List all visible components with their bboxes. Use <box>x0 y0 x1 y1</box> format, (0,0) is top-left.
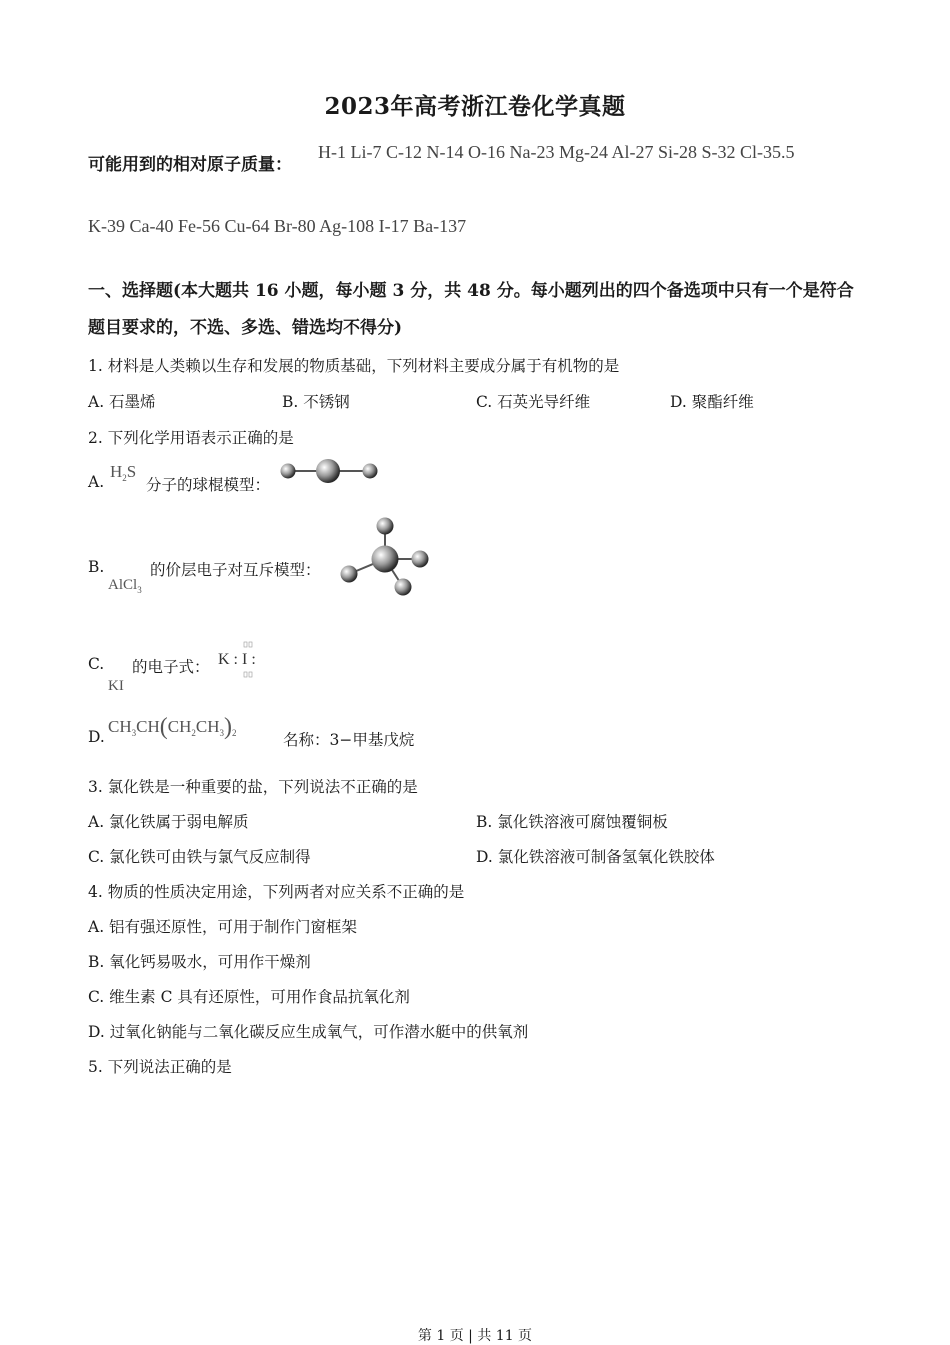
q4-option-b: B. 氧化钙易吸水，可用作干燥剂 <box>88 953 311 971</box>
question-2-stem: 2. 下列化学用语表示正确的是 <box>88 429 294 447</box>
q2-option-d-letter: D. <box>88 728 105 746</box>
q1-option-c: C. 石英光导纤维 <box>476 393 591 411</box>
q2-c-formula: KI <box>108 678 124 694</box>
question-4-stem: 4. 物质的性质决定用途，下列两者对应关系不正确的是 <box>88 883 465 901</box>
question-1-stem: 1. 材料是人类赖以生存和发展的物质基础，下列材料主要成分属于有机物的是 <box>88 357 620 375</box>
q2-b-formula: AlCl$_3$ <box>108 577 142 595</box>
atomic-masses-label: 可能用到的相对原子质量： <box>88 155 292 175</box>
q2-option-d-text: 名称：3−甲基戊烷 <box>283 731 415 749</box>
q2-option-a-text: 分子的球棍模型： <box>146 476 271 494</box>
q2-option-b-text: 的价层电子对互斥模型： <box>150 561 321 579</box>
page-footer: 第 1 页 | 共 11 页 <box>417 1328 533 1344</box>
question-3-stem: 3. 氯化铁是一种重要的盐，下列说法不正确的是 <box>88 778 418 796</box>
h2s-ball-stick-model <box>278 455 388 487</box>
q2-d-formula: $CH_3CH(CH_2CH_3)_2$ <box>108 714 237 740</box>
q3-option-a: A. 氯化铁属于弱电解质 <box>88 813 249 831</box>
q1-option-d: D. 聚酯纤维 <box>670 393 754 411</box>
alcl3-vsepr-model <box>336 514 436 602</box>
section-heading: 一、选择题(本大题共 16 小题，每小题 3 分，共 48 分。每小题列出的四个备选项中只有一个是符合题目要求的，不选、多选、错选均不得分) <box>88 281 854 338</box>
lone-pair-dots <box>242 640 256 680</box>
q2-option-c-text: 的电子式： <box>132 658 210 676</box>
atomic-masses-line2: K-39 Ca-40 Fe-56 Cu-64 Br-80 Ag-108 I-17 Ba-137 <box>88 216 467 236</box>
q1-option-a: A. 石墨烯 <box>88 393 156 411</box>
q2-option-b-letter: B. <box>88 558 105 576</box>
q4-option-d: D. 过氧化钠能与二氧化碳反应生成氧气，可作潜水艇中的供氧剂 <box>88 1023 529 1041</box>
q4-option-c: C. 维生素 C 具有还原性，可用作食品抗氧化剂 <box>88 988 410 1006</box>
q3-option-d: D. 氯化铁溶液可制备氢氧化铁胶体 <box>476 848 715 866</box>
q3-option-c: C. 氯化铁可由铁与氯气反应制得 <box>88 848 311 866</box>
q4-option-a: A. 铝有强还原性，可用于制作门窗框架 <box>88 918 358 936</box>
q3-option-b: B. 氯化铁溶液可腐蚀覆铜板 <box>476 813 668 831</box>
kI-electron-formula: K : I : <box>218 651 256 668</box>
q2-option-c-letter: C. <box>88 655 105 673</box>
question-5-stem: 5. 下列说法正确的是 <box>88 1058 232 1076</box>
atomic-masses-line1: H-1 Li-7 C-12 N-14 O-16 Na-23 Mg-24 Al-27 Si-28 S-32 Cl-35.5 <box>318 142 795 162</box>
q2-option-a-letter: A. <box>88 473 105 491</box>
q1-option-b: B. 不锈钢 <box>282 393 350 411</box>
q2-a-formula: $H_2S$ <box>110 462 137 483</box>
page-title: 2023年高考浙江卷化学真题 <box>324 93 626 120</box>
